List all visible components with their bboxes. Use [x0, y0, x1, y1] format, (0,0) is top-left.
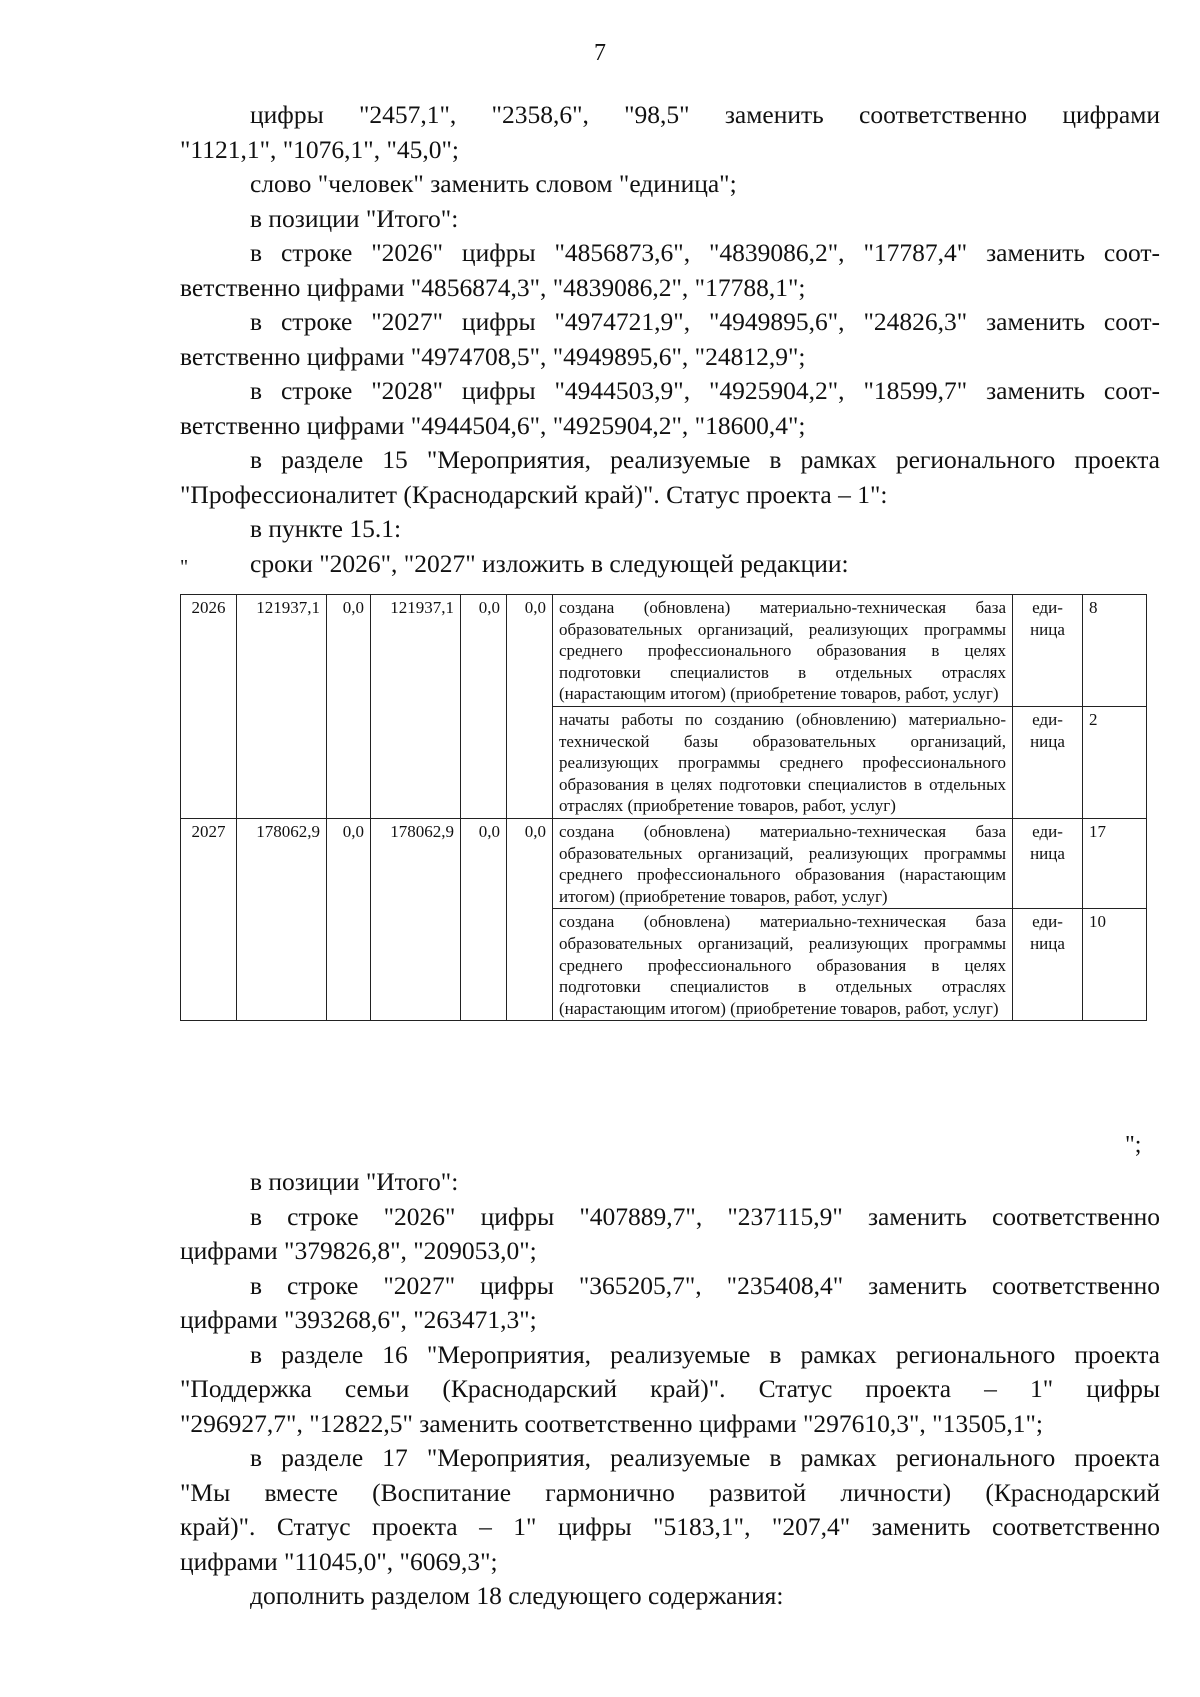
cell-c3: 0,0	[461, 818, 507, 1020]
cell-result-description: создана (обновлена) материально-техническая база образовательных организаций, реализующих программы среднего профессионального образования (нарастающим итогом) (приобретение товаров, работ, услуг)	[553, 818, 1013, 908]
text-line: цифрами "11045,0", "6069,3";	[180, 1546, 498, 1576]
table-row	[181, 595, 1147, 707]
text-line: цифрами "379826,8", "209053,0";	[180, 1236, 537, 1265]
quote-close-mark: ";	[1125, 1132, 1142, 1158]
text-line: "1121,1", "1076,1", "45,0";	[180, 134, 459, 164]
cell-c3: 0,0	[461, 595, 507, 819]
cell-c4: 0,0	[507, 818, 553, 1020]
cell-unit: еди-ница	[1013, 595, 1083, 707]
cell-total: 121937,1	[237, 595, 327, 819]
cell-unit: еди-ница	[1013, 706, 1083, 818]
text-line: цифрами "393268,6", "263471,3";	[180, 1305, 537, 1334]
text-line: край)". Статус проекта – 1" цифры "5183,1", "207,4" заменить соответственно	[180, 1512, 1160, 1541]
cell-unit: еди-ница	[1013, 818, 1083, 908]
table-row	[181, 818, 1147, 908]
text-line: ветственно цифрами "4856874,3", "4839086,2", "17788,1";	[180, 272, 806, 302]
text-line: слово "человек" заменить словом "единица";	[250, 169, 737, 198]
cell-unit: еди-ница	[1013, 909, 1083, 1021]
cell-result-description: создана (обновлена) материально-техническая база образовательных организаций, реализующих программы среднего профессионального образования в целях подготовки специалистов в отдельных отраслях (нарастающим итогом) (приобретение товаров, работ, услуг)	[553, 909, 1013, 1021]
text-line: ветственно цифрами "4974708,5", "4949895,6", "24812,9";	[180, 341, 806, 371]
text-line: в строке "2027" цифры "4974721,9", "4949895,6", "24826,3" заменить соот-	[250, 307, 1160, 336]
text-line: в строке "2026" цифры "407889,7", "237115,9" заменить соответственно	[250, 1201, 1160, 1231]
text-line: "Поддержка семьи (Краснодарский край)". Статус проекта – 1" цифры	[180, 1374, 1160, 1403]
cell-year: 2027	[181, 818, 237, 1020]
text-line: дополнить разделом 18 следующего содержания:	[250, 1581, 784, 1610]
text-line: цифры "2457,1", "2358,6", "98,5" заменить соответственно цифрами	[250, 100, 1160, 129]
text-line: в разделе 16 "Мероприятия, реализуемые в рамках регионального проекта	[250, 1339, 1160, 1369]
text-line: в позиции "Итого":	[250, 203, 459, 233]
quote-open-mark: "	[180, 556, 189, 578]
cell-total: 178062,9	[237, 818, 327, 1020]
cell-c4: 0,0	[507, 595, 553, 819]
text-line: в позиции "Итого":	[250, 1167, 459, 1196]
text-line: сроки "2026", "2027" изложить в следующей редакции:	[250, 548, 849, 578]
text-line: в строке "2028" цифры "4944503,9", "4925904,2", "18599,7" заменить соот-	[250, 376, 1160, 405]
cell-result-description: создана (обновлена) материально-техническая база образовательных организаций, реализующих программы среднего профессионального образования в целях подготовки специалистов в отдельных отраслях (нарастающим итогом) (приобретение товаров, работ, услуг)	[553, 595, 1013, 707]
cell-year: 2026	[181, 595, 237, 819]
cell-c1: 0,0	[327, 818, 371, 1020]
text-line: в разделе 15 "Мероприятия, реализуемые в рамках регионального проекта	[250, 445, 1160, 474]
cell-value: 17	[1083, 818, 1147, 908]
funding-table	[180, 594, 1147, 1021]
cell-value: 2	[1083, 706, 1147, 818]
cell-c2: 178062,9	[371, 818, 461, 1020]
text-line: в строке "2026" цифры "4856873,6", "4839086,2", "17787,4" заменить соот-	[250, 238, 1160, 267]
cell-value: 10	[1083, 909, 1147, 1021]
text-line: в пункте 15.1:	[250, 514, 402, 543]
text-line: "Профессионалитет (Краснодарский край)". Статус проекта – 1":	[180, 479, 888, 509]
cell-c2: 121937,1	[371, 595, 461, 819]
text-line: "296927,7", "12822,5" заменить соответственно цифрами "297610,3", "13505,1";	[180, 1408, 1043, 1438]
text-line: "Мы вместе (Воспитание гармонично развитой личности) (Краснодарский	[180, 1477, 1160, 1507]
page-number: 7	[594, 40, 606, 66]
cell-c1: 0,0	[327, 595, 371, 819]
text-line: в разделе 17 "Мероприятия, реализуемые в рамках регионального проекта	[250, 1443, 1160, 1472]
cell-value: 8	[1083, 595, 1147, 707]
text-line: в строке "2027" цифры "365205,7", "235408,4" заменить соответственно	[250, 1270, 1160, 1300]
cell-result-description: начаты работы по созданию (обновлению) материально-технической базы образовательных организаций, реализующих программы среднего профессионального образования в целях подготовки специалистов в отдельных отраслях (приобретение товаров, работ, услуг)	[553, 706, 1013, 818]
text-line: ветственно цифрами "4944504,6", "4925904,2", "18600,4";	[180, 410, 806, 440]
